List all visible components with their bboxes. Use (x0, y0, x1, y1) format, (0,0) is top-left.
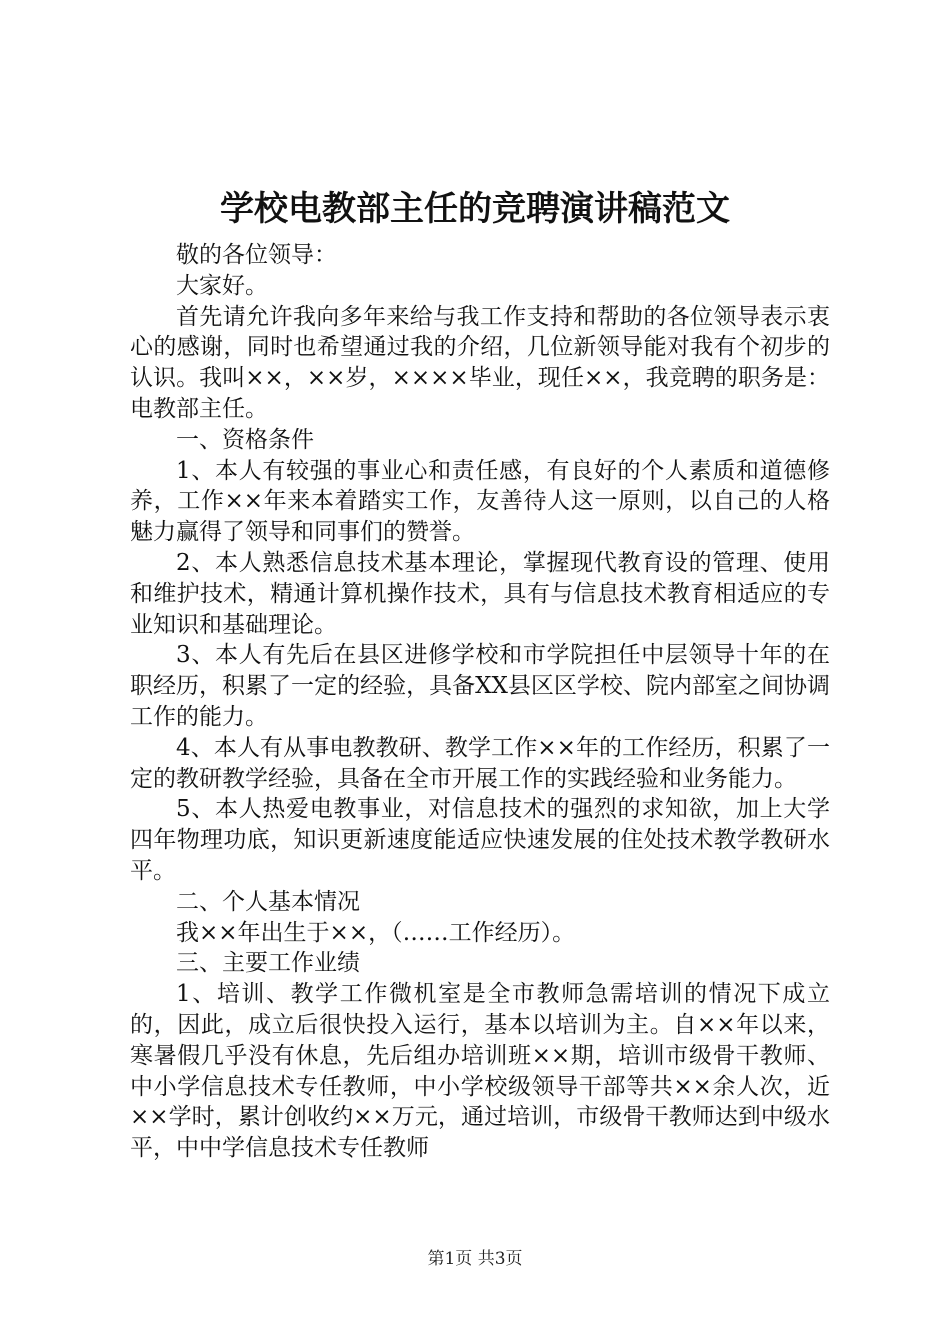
paragraph-salutation: 敬的各位领导： (176, 242, 337, 268)
paragraph-intro: 首先请允许我向多年来给与我工作支持和帮助的各位领导表示衷心的感谢，同时也希望通过我的介绍，几位新领导能对我有个初步的认识。我叫××，××岁，××××毕业，现任××，我竞聘的职务是：电教部主任。 (130, 303, 830, 422)
section-heading-personal-info: 二、个人基本情况 (176, 888, 360, 915)
paragraph-qualification-3: 3、本人有先后在县区进修学校和市学院担任中层领导十年的在职经历，积累了一定的经验，具备XX县区区学校、院内部室之间协调工作的能力。 (130, 642, 830, 730)
section-heading-qualifications: 一、资格条件 (176, 426, 314, 453)
paragraph-personal-info: 我××年出生于××，（……工作经历）。 (176, 919, 576, 946)
document-title: 学校电教部主任的竞聘演讲稿范文 (220, 189, 730, 229)
document-body (130, 240, 830, 1164)
paragraph-qualification-2: 2、本人熟悉信息技术基本理论，掌握现代教育设的管理、使用和维护技术，精通计算机操作技术，具有与信息技术教育相适应的专业知识和基础理论。 (130, 549, 830, 638)
section-heading-achievements: 三、主要工作业绩 (176, 950, 360, 977)
paragraph-greeting: 大家好。 (176, 272, 268, 299)
paragraph-qualification-1: 1、本人有较强的事业心和责任感，有良好的个人素质和道德修养，工作××年来本着踏实工作，友善待人这一原则，以自己的人格魅力赢得了领导和同事们的赞誉。 (130, 457, 830, 546)
paragraph-achievement-1: 1、培训、教学工作微机室是全市教师急需培训的情况下成立的，因此，成立后很快投入运行，基本以培训为主。自××年以来，寒暑假几乎没有休息，先后组办培训班××期，培训市级骨干教师、中小学信息技术专任教师，中小学校级领导干部等共××余人次，近××学时，累计创收约××万元，通过培训，市级骨干教师达到中级水平，中中学信息技术专任教师 (130, 981, 830, 1162)
paragraph-qualification-4: 4、本人有从事电教教研、教学工作××年的工作经历，积累了一定的教研教学经验，具备在全市开展工作的实践经验和业务能力。 (130, 734, 830, 792)
page-footer: 第1页 共3页 (427, 1249, 523, 1269)
paragraph-qualification-5: 5、本人热爱电教事业，对信息技术的强烈的求知欲，加上大学四年物理功底，知识更新速度能适应快速发展的住处技术教学教研水平。 (130, 796, 830, 884)
